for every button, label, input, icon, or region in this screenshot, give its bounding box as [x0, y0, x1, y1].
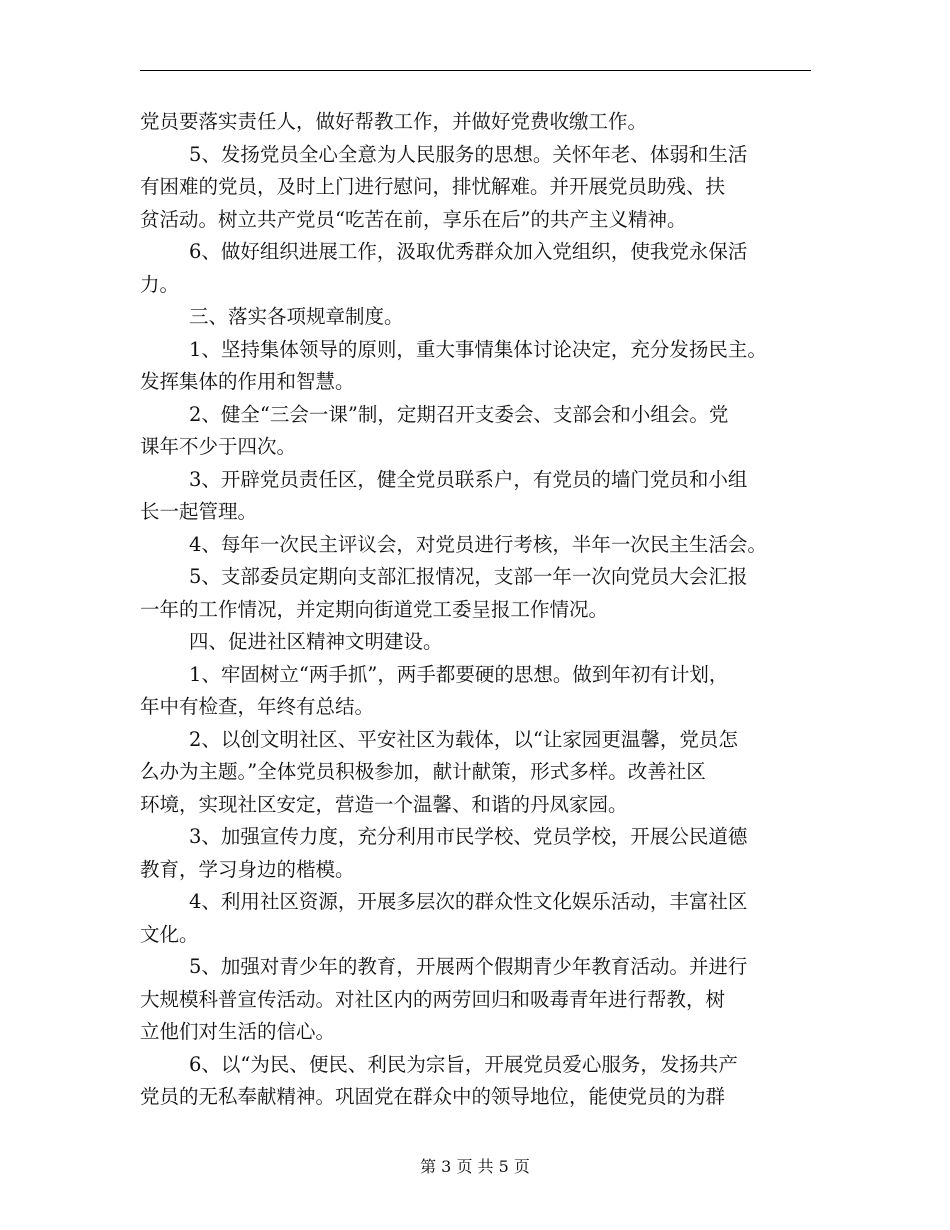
text-line: 有困难的党员，及时上门进行慰问，排忧解难。并开展党员助残、扶 — [140, 175, 726, 198]
text-line: 5、发扬党员全心全意为人民服务的思想。关怀年老、体弱和生活 — [189, 142, 748, 166]
text-line: 环境，实现社区安定，营造一个温馨、和谐的丹凤家园。 — [140, 792, 628, 816]
text-line: 一年的工作情况，并定期向街道党工委呈报工作情况。 — [140, 597, 609, 621]
text-line: 力。 — [140, 272, 180, 296]
text-line: 4、利用社区资源，开展多层次的群众性文化娱乐活动，丰富社区 — [189, 890, 748, 913]
text-line: 2、以创文明社区、平安社区为载体，以“让家园更温馨，党员怎 — [189, 727, 738, 751]
text-line: 6、做好组织进展工作，汲取优秀群众加入党组织，使我党永保活 — [189, 240, 748, 263]
text-line: 长一起管理。 — [140, 500, 258, 523]
text-line: 课年不少于四次。 — [140, 435, 297, 458]
text-line: 立他们对生活的信心。 — [140, 1020, 336, 1043]
text-line: 3、加强宣传力度，充分利用市民学校、党员学校，开展公民道德 — [189, 825, 748, 848]
text-line: 2、健全“三会一课”制，定期召开支委会、支部会和小组会。党 — [189, 402, 729, 426]
text-line: 贫活动。树立共产党员“吃苦在前，享乐在后”的共产主义精神。 — [140, 207, 687, 231]
text-line: 3、开辟党员责任区，健全党员联系户，有党员的墙门党员和小组 — [189, 467, 748, 491]
text-line: 5、支部委员定期向支部汇报情况，支部一年一次向党员大会汇报 — [189, 565, 748, 588]
header-rule — [140, 70, 811, 71]
text-line: 6、以“为民、便民、利民为宗旨，开展党员爱心服务，发扬共产 — [189, 1052, 738, 1076]
text-line: 党员要落实责任人，做好帮教工作，并做好党费收缴工作。 — [140, 110, 648, 133]
section-heading: 四、促进社区精神文明建设。 — [189, 630, 443, 653]
section-heading: 三、落实各项规章制度。 — [189, 305, 404, 328]
text-line: 5、加强对青少年的教育，开展两个假期青少年教育活动。并进行 — [189, 955, 748, 978]
text-line: 发挥集体的作用和智慧。 — [140, 370, 355, 393]
text-line: 4、每年一次民主评议会，对党员进行考核，半年一次民主生活会。 — [189, 532, 767, 556]
text-line: 1、坚持集体领导的原则，重大事情集体讨论决定，充分发扬民主。 — [189, 337, 767, 361]
text-line: 大规模科普宣传活动。对社区内的两劳回归和吸毒青年进行帮教，树 — [140, 987, 726, 1011]
text-line: 文化。 — [140, 922, 199, 946]
text-line: 1、牢固树立“两手抓”，两手都要硬的思想。做到年初有计划， — [189, 662, 729, 686]
document-body — [140, 106, 812, 1114]
text-line: 么办为主题。”全体党员积极参加，献计献策，形式多样。改善社区 — [140, 760, 706, 783]
text-line: 党员的无私奉献精神。巩固党在群众中的领导地位，能使党员的为群 — [140, 1085, 726, 1108]
page-number-footer: 第 3 页 共 5 页 — [420, 1157, 530, 1176]
text-line: 教育，学习身边的楷模。 — [140, 857, 355, 881]
text-line: 年中有检查，年终有总结。 — [140, 695, 375, 718]
